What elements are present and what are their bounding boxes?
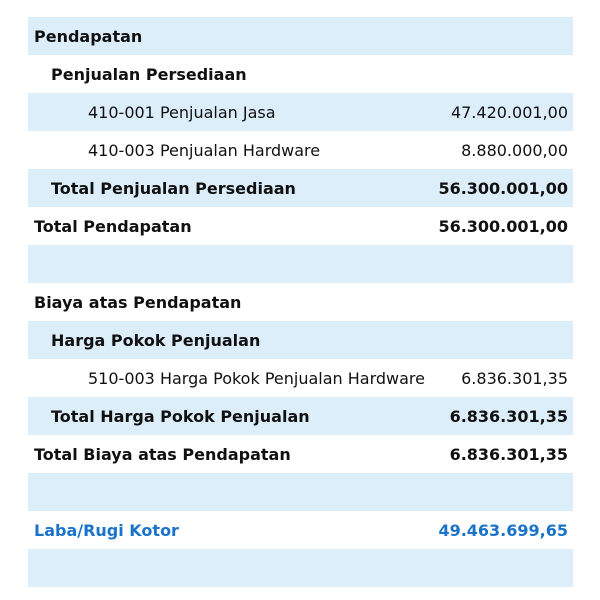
account-row-510-003[interactable] [28,359,573,397]
gross-profit-row [28,511,573,549]
spacer-row [28,473,573,511]
group-header-harga-pokok-penjualan [28,321,573,359]
section-header-pendapatan [28,17,573,55]
row-label: Total Biaya atas Pendapatan [34,444,291,464]
total-row-pendapatan [28,207,573,245]
spacer-row [28,245,573,283]
total-row-biaya-atas-pendapatan [28,435,573,473]
row-label: Total Harga Pokok Penjualan [51,406,310,426]
row-amount: 8.880.000,00 [461,140,568,160]
row-amount: 6.836.301,35 [449,406,568,426]
row-label: Total Penjualan Persediaan [51,178,296,198]
row-label: Harga Pokok Penjualan [51,330,261,350]
row-label: Laba/Rugi Kotor [34,520,179,540]
row-amount: 6.836.301,35 [461,368,568,388]
subtotal-row-harga-pokok-penjualan [28,397,573,435]
account-row-410-001[interactable] [28,93,573,131]
income-statement-table [28,17,573,587]
row-amount: 56.300.001,00 [438,178,568,198]
section-header-biaya-atas-pendapatan [28,283,573,321]
row-label: Pendapatan [34,26,143,46]
row-label: 510-003 Harga Pokok Penjualan Hardware [88,368,425,388]
subtotal-row-penjualan-persediaan [28,169,573,207]
spacer-row [28,549,573,587]
row-label: Total Pendapatan [34,216,192,236]
row-label: Biaya atas Pendapatan [34,292,242,312]
row-label: Penjualan Persediaan [51,64,247,84]
group-header-penjualan-persediaan [28,55,573,93]
row-amount: 6.836.301,35 [449,444,568,464]
account-row-410-003[interactable] [28,131,573,169]
row-amount: 47.420.001,00 [450,102,568,122]
row-amount: 49.463.699,65 [438,520,568,540]
row-amount: 56.300.001,00 [438,216,568,236]
row-label: 410-001 Penjualan Jasa [88,102,276,122]
row-label: 410-003 Penjualan Hardware [88,140,321,160]
